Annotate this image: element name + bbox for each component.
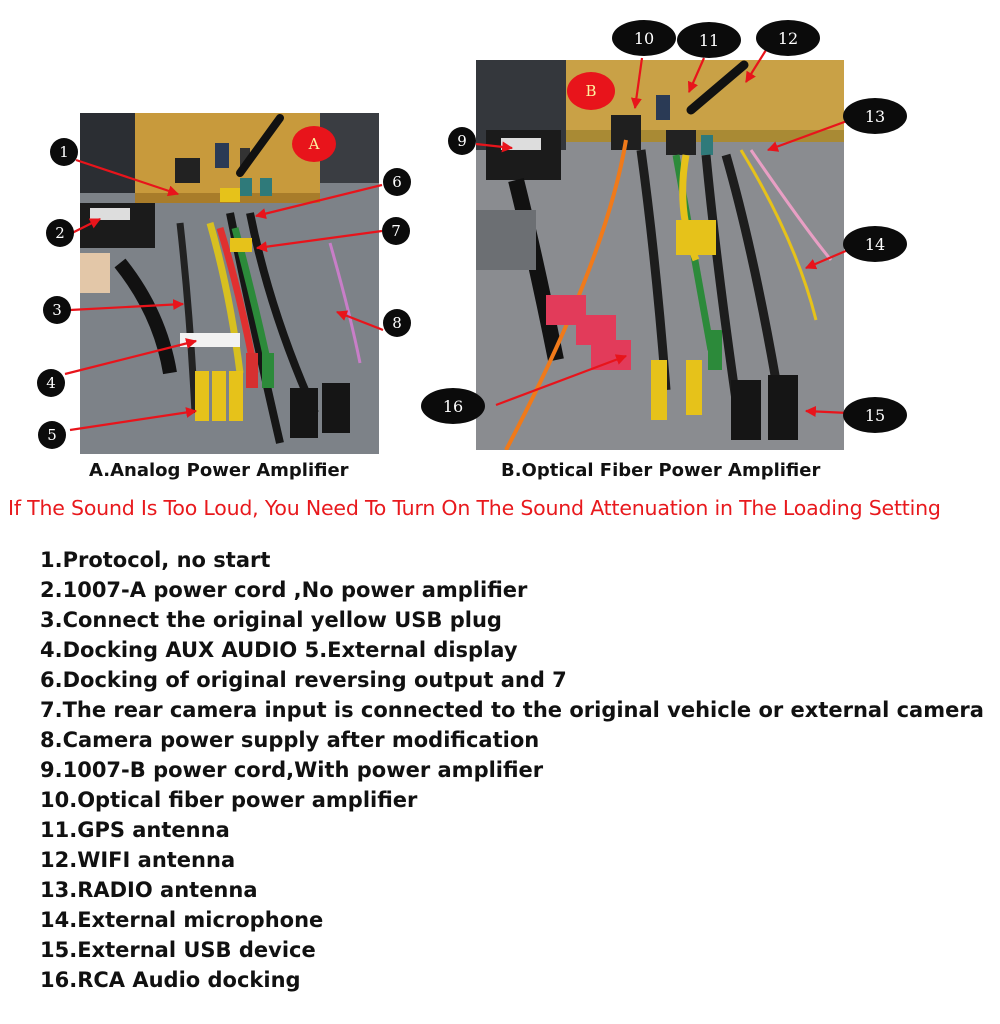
caption-analog-amplifier: A.Analog Power Amplifier — [89, 460, 349, 481]
optical-amplifier-illustration — [476, 60, 844, 450]
legend-item-9: 9.1007-B power cord,With power amplifier — [40, 758, 544, 782]
sound-attenuation-notice: If The Sound Is Too Loud, You Need To Turn On The Sound Attenuation in The Loading Setting — [8, 496, 941, 520]
caption-optical-amplifier: B.Optical Fiber Power Amplifier — [501, 460, 821, 481]
callout-8: 8 — [383, 309, 411, 337]
callout-11: 11 — [677, 22, 741, 58]
callout-10: 10 — [612, 20, 676, 56]
callout-14: 14 — [843, 226, 907, 262]
callout-4: 4 — [37, 369, 65, 397]
callout-16: 16 — [421, 388, 485, 424]
legend-item-1: 1.Protocol, no start — [40, 548, 271, 572]
legend-item-12: 12.WIFI antenna — [40, 848, 236, 872]
callout-3: 3 — [43, 296, 71, 324]
legend-item-14: 14.External microphone — [40, 908, 324, 932]
legend-item-4: 4.Docking AUX AUDIO 5.External display — [40, 638, 518, 662]
callout-7: 7 — [382, 217, 410, 245]
legend-item-11: 11.GPS antenna — [40, 818, 230, 842]
callout-2: 2 — [46, 219, 74, 247]
legend-item-6: 6.Docking of original reversing output and 7 — [40, 668, 567, 692]
legend-item-2: 2.1007-A power cord ,No power amplifier — [40, 578, 528, 602]
legend-item-7: 7.The rear camera input is connected to the original vehicle or external camera — [40, 698, 984, 722]
photo-analog-amplifier — [80, 113, 379, 454]
legend-item-8: 8.Camera power supply after modification — [40, 728, 540, 752]
legend-item-10: 10.Optical fiber power amplifier — [40, 788, 418, 812]
legend-item-3: 3.Connect the original yellow USB plug — [40, 608, 502, 632]
callout-12: 12 — [756, 20, 820, 56]
callout-1: 1 — [50, 138, 78, 166]
badge-a: A — [292, 126, 336, 162]
callout-6: 6 — [383, 168, 411, 196]
legend-list — [40, 545, 984, 995]
callout-13: 13 — [843, 98, 907, 134]
photo-optical-fiber-amplifier — [476, 60, 844, 450]
analog-amplifier-illustration — [80, 113, 379, 454]
legend-item-15: 15.External USB device — [40, 938, 316, 962]
legend-item-13: 13.RADIO antenna — [40, 878, 258, 902]
callout-5: 5 — [38, 421, 66, 449]
callout-9: 9 — [448, 127, 476, 155]
callout-15: 15 — [843, 397, 907, 433]
legend-item-16: 16.RCA Audio docking — [40, 968, 301, 992]
badge-b: B — [567, 72, 615, 110]
